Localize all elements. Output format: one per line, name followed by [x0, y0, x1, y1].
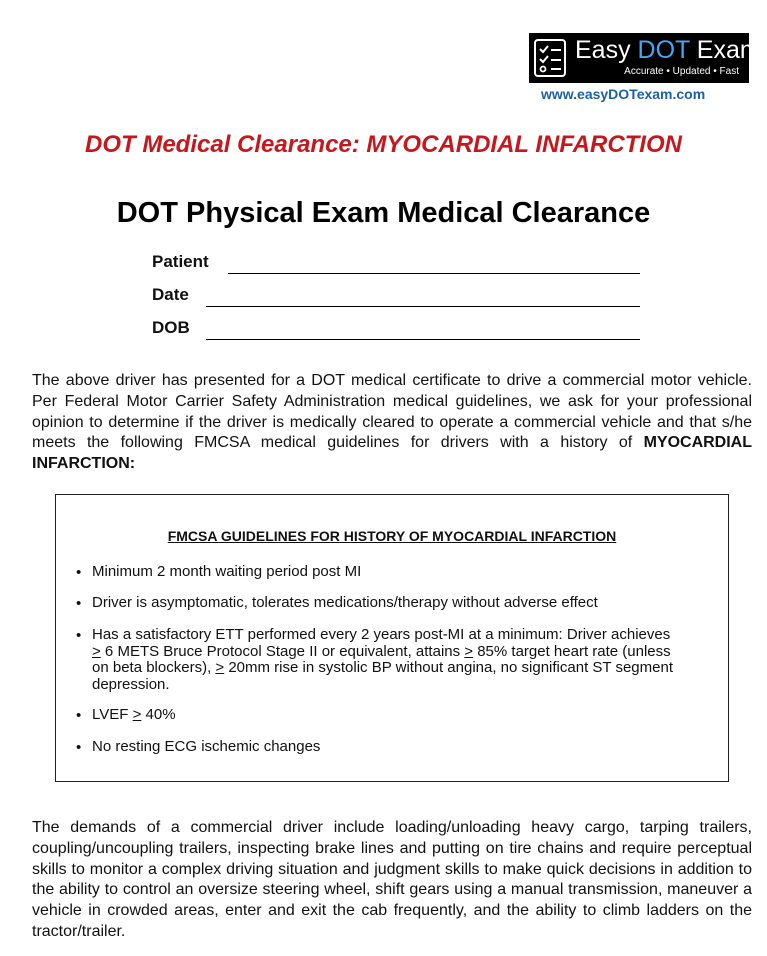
- date-field[interactable]: [152, 285, 640, 309]
- dob-field[interactable]: [152, 318, 640, 342]
- guidelines-heading: FMCSA GUIDELINES FOR HISTORY OF MYOCARDIAL INFARCTION: [167, 528, 617, 544]
- guideline-item: [76, 706, 176, 724]
- greater-equal-symbol: >: [132, 706, 142, 723]
- patient-field[interactable]: [152, 252, 640, 276]
- guideline-text-part: Has a satisfactory ETT performed every 2 years post-MI at a minimum: Driver achieves: [92, 626, 671, 643]
- date-line[interactable]: [206, 306, 640, 307]
- website-url: www.easyDOTexam.com: [541, 86, 706, 102]
- demands-paragraph: The demands of a commercial driver include loading/unloading heavy cargo, tarping trailers, coupling/uncoupling trailers, inspecting brake lines and putting on tire chains and require perceptual skills to monitor a complex driving situation and judgment skills to make quick decisions in addition to the ability to control an oversize steering wheel, shift gears using a manual transmission, maneuver a vehicle in crowded areas, enter and exit the cab frequently, and the ability to climb ladders on the tractor/trailer.: [32, 819, 752, 940]
- dob-line[interactable]: [206, 339, 640, 340]
- patient-label: Patient: [152, 252, 209, 271]
- greater-equal-symbol: >: [92, 642, 101, 660]
- intro-text: The above driver has presented for a DOT medical certificate to drive a commercial motor vehicle. Per Federal Motor Carrier Safety Administration medical guidelines, we ask for your professional opinion to determine if the driver is medically cleared to operate a commercial vehicle and that s/he meets the following FMCSA medical guidelines for drivers with a history of: [32, 372, 752, 452]
- page-title: DOT Physical Exam Medical Clearance: [116, 197, 651, 229]
- guideline-item: [76, 626, 673, 693]
- guideline-text-part: 40%: [141, 706, 176, 723]
- bullet-icon: •: [76, 627, 82, 644]
- guideline-text-part: 85% target heart rate (unless on beta blockers),: [92, 642, 671, 676]
- guideline-text-part: LVEF: [92, 706, 133, 723]
- intro-paragraph: [32, 371, 752, 475]
- brand-name-part: Exam: [689, 36, 761, 64]
- guideline-item: [76, 738, 321, 756]
- patient-line[interactable]: [228, 273, 640, 274]
- brand-name-highlight: DOT: [637, 36, 690, 64]
- intro-condition: MYOCARDIAL INFARCTION:: [32, 434, 752, 473]
- brand-logo: [529, 33, 761, 83]
- guideline-text: [92, 707, 682, 724]
- greater-equal-symbol: >: [215, 659, 225, 676]
- guideline-text: No resting ECG ischemic changes: [92, 738, 321, 755]
- guideline-text: [92, 627, 682, 693]
- guideline-text: Minimum 2 month waiting period post MI: [92, 563, 362, 580]
- checklist-icon: [533, 38, 567, 78]
- guideline-item: [76, 563, 362, 581]
- bullet-icon: •: [76, 564, 82, 581]
- bullet-icon: •: [76, 739, 82, 756]
- bullet-icon: •: [76, 595, 82, 612]
- guideline-text-part: 6 METS Bruce Protocol Stage II or equivalent, attains: [100, 642, 465, 660]
- date-label: Date: [152, 285, 189, 304]
- greater-equal-symbol: >: [464, 642, 474, 660]
- guidelines-box: [55, 494, 729, 782]
- guideline-text-part: 20mm rise in systolic BP without angina, no significant ST segment depression.: [92, 659, 673, 693]
- bullet-icon: •: [76, 707, 82, 724]
- dob-label: DOB: [152, 318, 190, 337]
- document-subject-title: DOT Medical Clearance: MYOCARDIAL INFARCTION: [85, 131, 682, 158]
- guideline-item: [76, 594, 598, 612]
- brand-tagline: Accurate • Updated • Fast: [624, 66, 739, 77]
- brand-name-part: Easy: [575, 36, 638, 64]
- brand-name: [575, 36, 761, 65]
- guideline-text: Driver is asymptomatic, tolerates medications/therapy without adverse effect: [92, 594, 598, 611]
